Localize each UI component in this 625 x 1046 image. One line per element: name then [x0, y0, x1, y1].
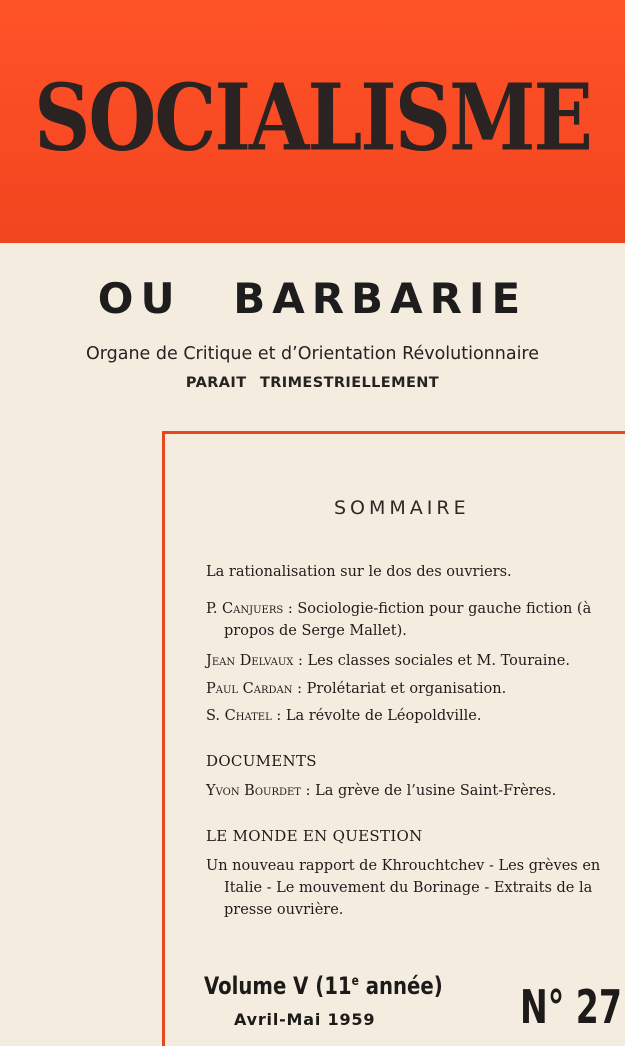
article-title: Les classes sociales et M. Touraine. — [307, 653, 570, 669]
monde-heading: LE MONDE EN QUESTION — [206, 827, 423, 845]
toc-article: S. Chatel : La révolte de Léopoldville. — [206, 708, 482, 724]
volume-number: Volume V — [204, 972, 309, 1000]
monde-summary: Un nouveau rapport de Khrouchtchev - Les grèves en Italie - Le mouvement du Borinage - Extraits de la presse ouvrière. — [206, 858, 601, 918]
contents-frame — [162, 431, 625, 1046]
issue-number: N° 27 — [520, 980, 622, 1034]
journal-title: SOCIALISME — [34, 64, 591, 172]
toc-article: Paul Cardan : Prolétariat et organisation. — [206, 681, 507, 697]
documents-heading: DOCUMENTS — [206, 752, 317, 770]
article-title: Sociologie-fiction pour gauche fiction (à propos de Serge Mallet). — [224, 601, 592, 639]
article-title: La grève de l’usine Saint-Frères. — [315, 783, 557, 799]
red-title-band — [0, 0, 625, 243]
documents-article: Yvon Bourdet : La grève de l’usine Saint-Frères. — [206, 783, 557, 799]
article-author: Jean Delvaux — [206, 653, 294, 669]
toc-article: P. Canjuers : Sociologie-fiction pour gauche fiction (à propos de Serge Mallet). — [206, 601, 592, 639]
article-author: Yvon Bourdet — [206, 783, 301, 799]
journal-subtitle: OU BARBARIE — [97, 274, 528, 323]
issue-date: Avril-Mai 1959 — [234, 1010, 376, 1029]
contents-heading: SOMMAIRE — [334, 497, 470, 519]
toc-lead-article: La rationalisation sur le dos des ouvriers. — [206, 564, 512, 580]
toc-article: Jean Delvaux : Les classes sociales et M. Touraine. — [206, 653, 570, 669]
publication-frequency: PARAIT TRIMESTRIELLEMENT — [185, 375, 440, 391]
journal-tagline: Organe de Critique et d’Orientation Révolutionnaire — [85, 344, 540, 364]
article-author: P. Canjuers — [206, 601, 284, 617]
article-title: Prolétariat et organisation. — [306, 681, 507, 697]
article-author: S. Chatel — [206, 708, 272, 724]
volume-line: Volume V (11e année) — [204, 972, 443, 1000]
article-author: Paul Cardan — [206, 681, 293, 697]
article-title: La révolte de Léopoldville. — [285, 708, 482, 724]
